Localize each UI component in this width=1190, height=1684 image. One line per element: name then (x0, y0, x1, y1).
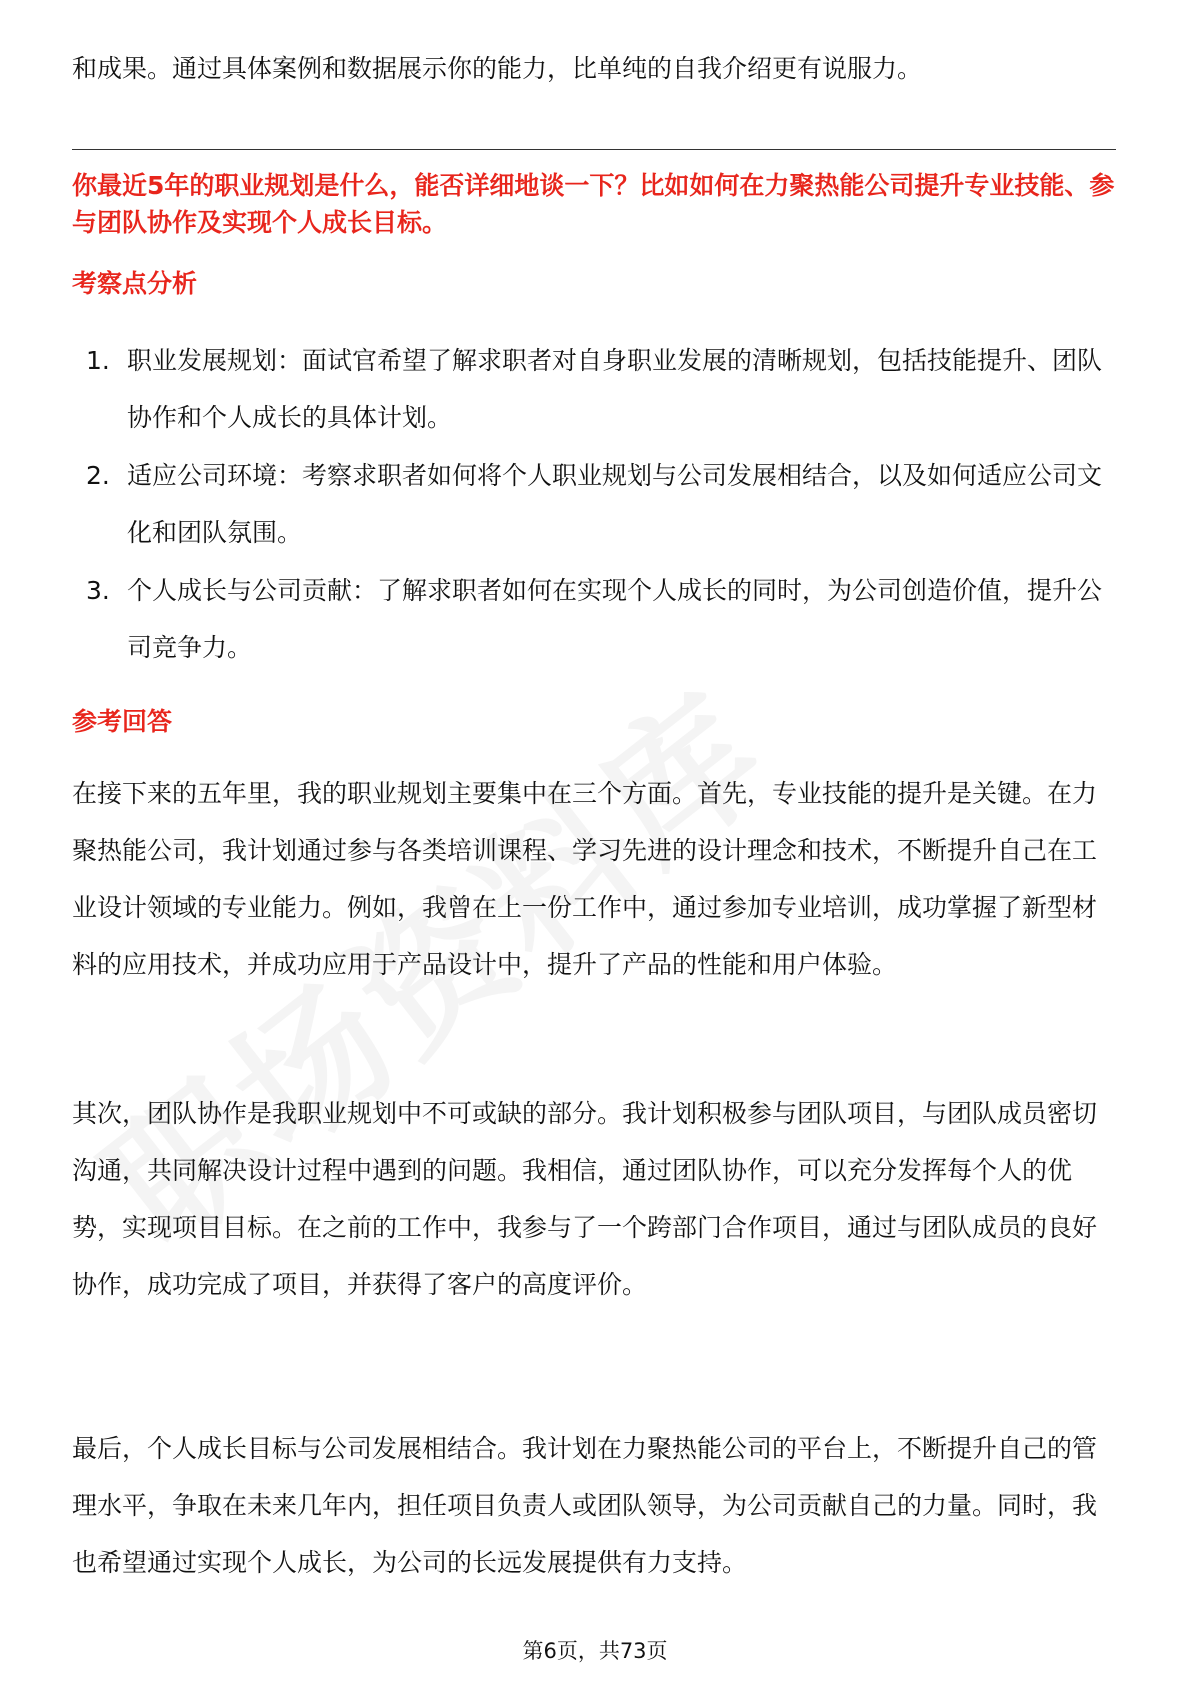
analysis-point (72, 562, 1116, 676)
point-number: 3. (86, 576, 110, 605)
analysis-heading: 考察点分析 (72, 269, 198, 298)
intro-paragraph: 和成果。通过具体案例和数据展示你的能力，比单纯的自我介绍更有说服力。 (72, 54, 923, 83)
point-text: 职业发展规划：面试官希望了解求职者对自身职业发展的清晰规划，包括技能提升、团队协作和个人成长的具体计划。 (127, 346, 1103, 432)
answer-paragraph: 在接下来的五年里，我的职业规划主要集中在三个方面。首先，专业技能的提升是关键。在力聚热能公司，我计划通过参与各类培训课程、学习先进的设计理念和技术，不断提升自己在工业设计领域的专业能力。例如，我曾在上一份工作中，通过参加专业培训，成功掌握了新型材料的应用技术，并成功应用于产品设计中，提升了产品的性能和用户体验。 (72, 779, 1098, 979)
analysis-points-list (72, 332, 1116, 677)
point-text: 适应公司环境：考察求职者如何将个人职业规划与公司发展相结合，以及如何适应公司文化和团队氛围。 (127, 461, 1103, 547)
answer-paragraph: 最后，个人成长目标与公司发展相结合。我计划在力聚热能公司的平台上，不断提升自己的管理水平，争取在未来几年内，担任项目负责人或团队领导，为公司贡献自己的力量。同时，我也希望通过实现个人成长，为公司的长远发展提供有力支持。 (72, 1434, 1098, 1577)
point-text: 个人成长与公司贡献：了解求职者如何在实现个人成长的同时，为公司创造价值，提升公司竞争力。 (127, 576, 1103, 662)
page-footer: 第6页，共73页 (522, 1639, 668, 1663)
analysis-point (72, 447, 1116, 561)
point-number: 2. (86, 461, 110, 490)
answer-paragraph: 其次，团队协作是我职业规划中不可或缺的部分。我计划积极参与团队项目，与团队成员密切沟通，共同解决设计过程中遇到的问题。我相信，通过团队协作，可以充分发挥每个人的优势，实现项目目标。在之前的工作中，我参与了一个跨部门合作项目，通过与团队成员的良好协作，成功完成了项目，并获得了客户的高度评价。 (72, 1099, 1098, 1299)
interview-question: 你最近5年的职业规划是什么，能否详细地谈一下？比如如何在力聚热能公司提升专业技能、参与团队协作及实现个人成长目标。 (72, 171, 1115, 237)
point-number: 1. (86, 346, 110, 375)
section-divider (72, 149, 1116, 150)
answer-heading: 参考回答 (72, 707, 173, 736)
analysis-point (72, 332, 1116, 446)
